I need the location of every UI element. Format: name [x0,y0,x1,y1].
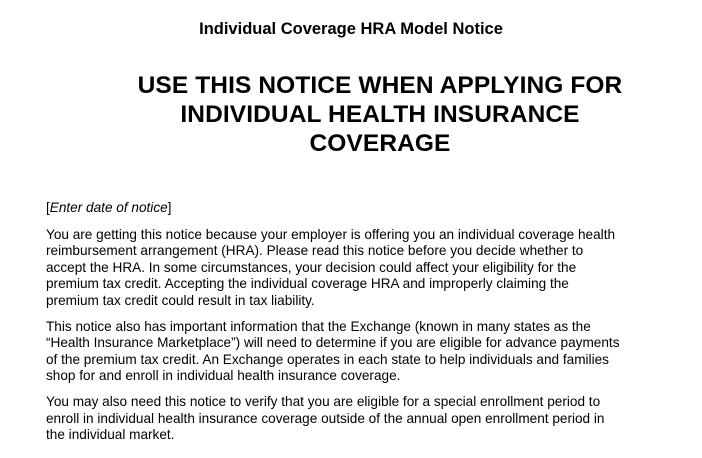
paragraph-line: reimbursement arrangement (HRA). Please read this notice before you decide whether to [46,243,584,259]
date-placeholder-text: Enter date of notice [49,200,168,215]
paragraph-line: shop for and enroll in individual health insurance coverage. [46,368,401,384]
date-placeholder [46,200,686,217]
date-close-bracket: ] [167,200,172,215]
paragraph-line: accept the HRA. In some circumstances, your decision could affect your eligibility for the [46,259,577,275]
notice-body [46,200,686,453]
paragraph-line: You are getting this notice because your employer is offering you an individual coverage health [46,226,616,242]
paragraph-line: the individual market. [46,427,175,443]
paragraph-exchange [46,319,686,385]
main-heading [60,71,700,158]
paragraph-line: premium tax credit. Accepting the individual coverage HRA and improperly claiming the [46,276,569,292]
paragraph-special-enrollment [46,394,686,444]
paragraph-line: premium tax credit could result in tax liability. [46,292,315,308]
paragraph-line: You may also need this notice to verify that you are eligible for a special enrollment period to [46,393,601,409]
main-heading-line: INDIVIDUAL HEALTH INSURANCE [180,101,580,128]
main-heading-line: COVERAGE [309,130,451,157]
date-open-bracket: [ [46,200,50,215]
document-header-title: Individual Coverage HRA Model Notice [199,20,503,38]
paragraph-eligibility [46,227,686,310]
paragraph-line: of the premium tax credit. An Exchange operates in each state to help individuals and families [46,351,609,367]
paragraph-line: This notice also has important information that the Exchange (known in many states as the [46,318,591,334]
main-heading-line: USE THIS NOTICE WHEN APPLYING FOR [137,72,623,99]
paragraph-line: enroll in individual health insurance coverage outside of the annual open enrollment period in [46,410,605,426]
paragraph-line: “Health Insurance Marketplace”) will need to determine if you are eligible for advance payments [46,335,620,351]
